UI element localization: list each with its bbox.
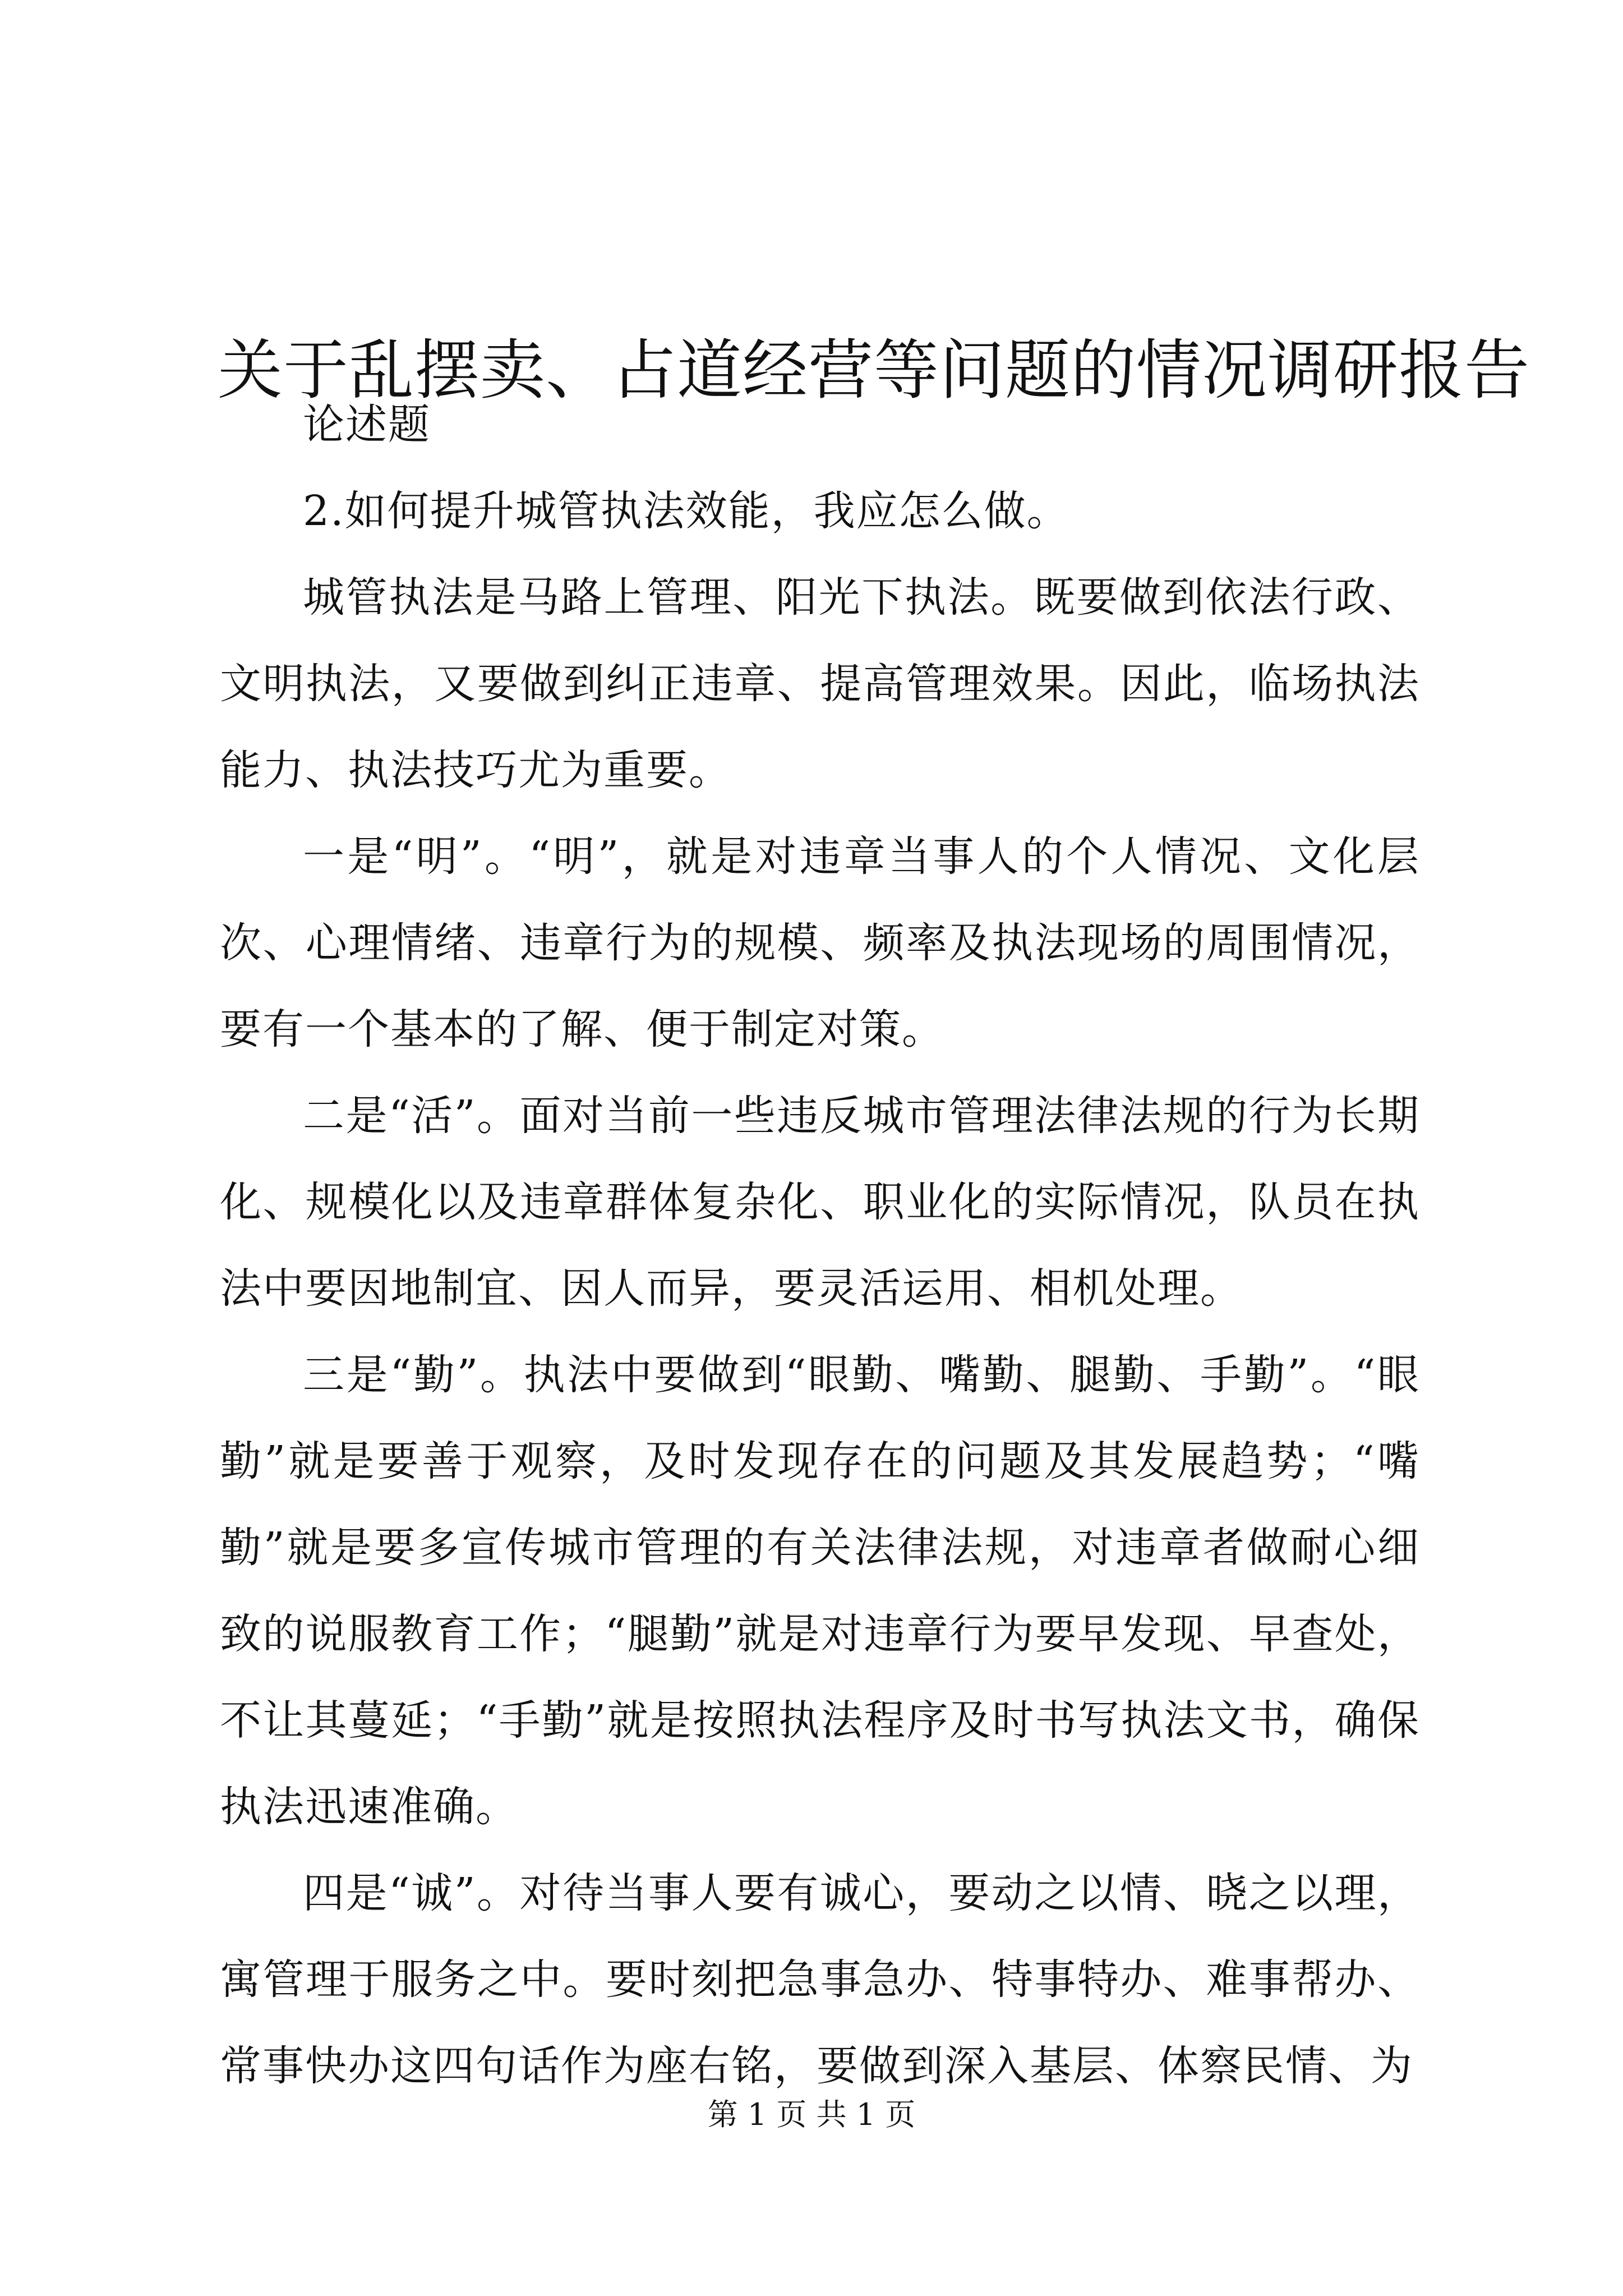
section-heading: 论述题 bbox=[303, 401, 431, 449]
body-paragraph: 一是“明”。“明”，就是对违章当事人的个人情况、文化层次、心理情绪、违章行为的规模、频率及执法现场的周围情况，要有一个基本的了解、便于制定对策。 bbox=[220, 832, 1420, 1053]
body-paragraph: 二是“活”。面对当前一些违反城市管理法律法规的行为长期化、规模化以及违章群体复杂化、职业化的实际情况，队员在执法中要因地制宜、因人而异，要灵活运用、相机处理。 bbox=[220, 1092, 1420, 1313]
body-paragraph: 四是“诚”。对待当事人要有诚心，要动之以情、晓之以理，寓管理于服务之中。要时刻把急事急办、特事特办、难事帮办、常事快办这四句话作为座右铭，要做到深入基层、体察民情、为 bbox=[220, 1869, 1420, 2090]
body-paragraph: 城管执法是马路上管理、阳光下执法。既要做到依法行政、文明执法，又要做到纠正违章、提高管理效果。因此，临场执法能力、执法技巧尤为重要。 bbox=[220, 573, 1420, 794]
question-line: 2.如何提升城管执法效能，我应怎么做。 bbox=[303, 487, 1069, 535]
document-body bbox=[220, 381, 1420, 2109]
document-title: 关于乱摆卖、占道经营等问题的情况调研报告 bbox=[218, 332, 1530, 408]
page-number-footer: 第 1 页 共 1 页 bbox=[707, 2097, 916, 2132]
body-paragraph: 三是“勤”。执法中要做到“眼勤、嘴勤、腿勤、手勤”。“眼勤”就是要善于观察，及时发现存在的问题及其发展趋势；“嘴勤”就是要多宣传城市管理的有关法律法规，对违章者做耐心细致的说服教育工作；“腿勤”就是对违章行为要早发现、早查处，不让其蔓延；“手勤”就是按照执法程序及时书写执法文书，确保执法迅速准确。 bbox=[220, 1351, 1420, 1831]
